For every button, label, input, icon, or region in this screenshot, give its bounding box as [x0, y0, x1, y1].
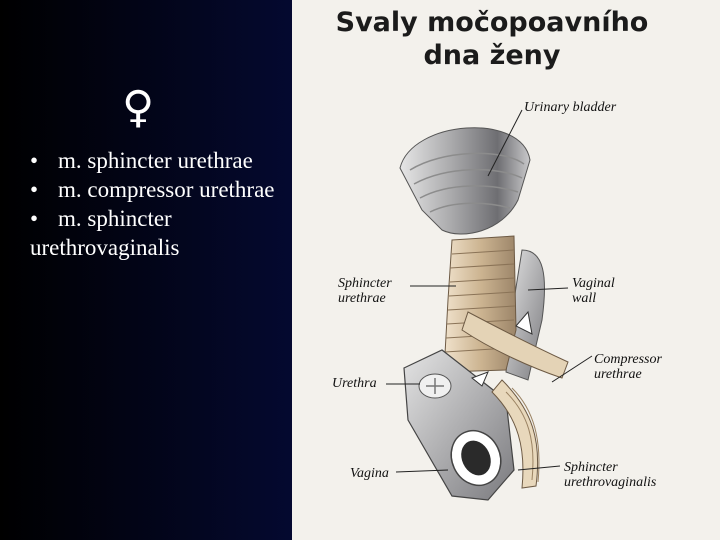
- label-line: Compressor: [594, 352, 662, 367]
- female-symbol-icon: ♀: [122, 82, 155, 133]
- label-compressor-urethrae: [594, 352, 662, 382]
- figure-title-line: dna ženy: [423, 40, 561, 71]
- label-sphincter-urethrovaginalis: [564, 460, 656, 490]
- label-urinary-bladder: Urinary bladder: [524, 100, 617, 115]
- muscle-list: [30, 146, 292, 262]
- label-line: urethrovaginalis: [564, 475, 657, 490]
- label-line: Sphincter: [564, 460, 618, 475]
- anatomy-figure: [292, 0, 720, 540]
- label-line: Vaginal: [572, 276, 615, 291]
- pelvic-floor-muscles-illustration: [292, 0, 720, 540]
- label-urethra: Urethra: [332, 376, 377, 391]
- label-sphincter-urethrae: [338, 276, 392, 306]
- label-vagina: Vagina: [350, 466, 389, 481]
- list-item: [30, 204, 292, 262]
- list-item-line: urethrovaginalis: [30, 235, 180, 260]
- label-line: wall: [572, 291, 597, 306]
- label-vaginal-wall: [572, 276, 615, 306]
- figure-title-line: Svaly močopoavního: [335, 7, 649, 38]
- list-item-line: m. sphincter: [58, 206, 172, 231]
- list-item: • m. compressor urethrae: [30, 175, 292, 204]
- label-line: urethrae: [594, 367, 642, 382]
- label-line: urethrae: [338, 291, 386, 306]
- text-panel: [0, 0, 292, 540]
- urinary-bladder-shape: [400, 128, 530, 234]
- figure-title: [292, 6, 692, 72]
- label-line: Sphincter: [338, 276, 392, 291]
- list-item: • m. sphincter urethrae: [30, 146, 292, 175]
